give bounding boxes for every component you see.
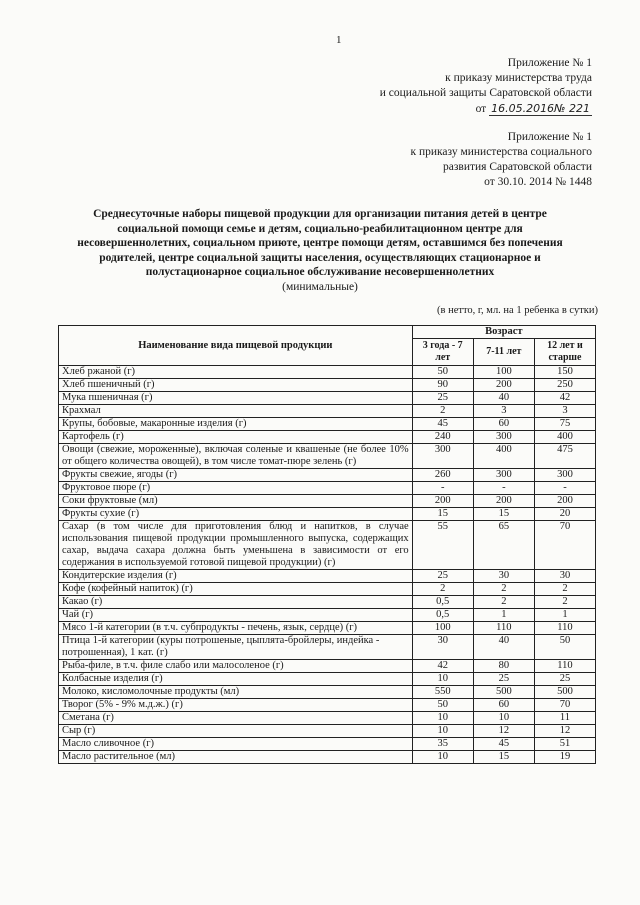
appendix-line: от 30.10. 2014 № 1448 [484,176,592,188]
norm-value: 500 [534,686,595,699]
product-name: Крупы, бобовые, макаронные изделия (г) [59,418,413,431]
product-name: Фруктовое пюре (г) [59,482,413,495]
appendix-header-new [380,56,592,117]
norm-value: 50 [534,635,595,660]
column-header-age-group: 12 лет и старше [534,339,595,366]
norm-value: 0,5 [412,596,473,609]
norm-value: 25 [534,673,595,686]
norm-value: 260 [412,469,473,482]
norm-value: 10 [412,673,473,686]
norm-value: 10 [412,712,473,725]
norm-value: 11 [534,712,595,725]
product-name: Фрукты свежие, ягоды (г) [59,469,413,482]
norm-value: 30 [412,635,473,660]
product-name: Крахмал [59,405,413,418]
product-name: Мука пшеничная (г) [59,392,413,405]
norm-value: 12 [473,725,534,738]
product-name: Колбасные изделия (г) [59,673,413,686]
norm-value: 12 [534,725,595,738]
product-name: Рыба-филе, в т.ч. филе слабо или малосоленое (г) [59,660,413,673]
norm-value: 15 [412,508,473,521]
norm-value: 42 [412,660,473,673]
norm-value: 150 [534,366,595,379]
norm-value: 1 [534,609,595,622]
table-row [59,686,596,699]
appendix-date-line [380,101,592,117]
food-norms-table [58,325,596,764]
norm-value: 200 [473,379,534,392]
norm-value: 100 [473,366,534,379]
table-row [59,635,596,660]
norm-value: 30 [473,570,534,583]
norm-value: 2 [412,405,473,418]
product-name: Чай (г) [59,609,413,622]
norm-value: 45 [412,418,473,431]
norm-value: 0,5 [412,609,473,622]
norm-value: 25 [412,570,473,583]
product-name: Масло сливочное (г) [59,738,413,751]
norm-value: 500 [473,686,534,699]
product-name: Кондитерские изделия (г) [59,570,413,583]
norm-value: 20 [534,508,595,521]
norm-value: 400 [534,431,595,444]
norm-value: 400 [473,444,534,469]
product-name: Птица 1-й категории (куры потрошеные, цыплята-бройлеры, индейка - потрошенная), 1 кат. (г) [59,635,413,660]
product-name: Творог (5% - 9% м.д.ж.) (г) [59,699,413,712]
norm-value: 300 [473,431,534,444]
column-header-age-group: 7-11 лет [473,339,534,366]
table-row [59,392,596,405]
norm-value: 50 [412,366,473,379]
norm-value: 25 [473,673,534,686]
table-row [59,521,596,570]
product-name: Сметана (г) [59,712,413,725]
table-row [59,379,596,392]
norm-value: 45 [473,738,534,751]
norm-value: 3 [534,405,595,418]
norm-value: 55 [412,521,473,570]
column-header-age: Возраст [412,326,595,339]
norm-value: 300 [473,469,534,482]
norm-value: 65 [473,521,534,570]
norm-value: 300 [412,444,473,469]
norm-value: 51 [534,738,595,751]
title-main: Среднесуточные наборы пищевой продукции для организации питания детей в центре социальной помощи семье и детям, социально-реабилитационном центре для несовершеннолетних, социальном приюте, центре помощи детям, оставшимся без попечения родителей, центре социальной защиты населения, осуществляющих стационарное и полустационарное социальное обслуживание несовершеннолетних [77,208,563,278]
product-name: Сыр (г) [59,725,413,738]
table-row [59,431,596,444]
norm-value: 40 [473,392,534,405]
title-sub: (минимальные) [282,280,358,293]
norm-value: 60 [473,418,534,431]
norm-value: 19 [534,751,595,764]
appendix-line: Приложение № 1 [507,57,592,69]
norm-value: 550 [412,686,473,699]
norm-value: 100 [412,622,473,635]
norm-value: 15 [473,508,534,521]
appendix-line: Приложение № 1 [507,131,592,143]
norm-value: 2 [534,583,595,596]
norm-value: 60 [473,699,534,712]
product-name: Молоко, кисломолочные продукты (мл) [59,686,413,699]
norm-value: 475 [534,444,595,469]
product-name: Фрукты сухие (г) [59,508,413,521]
table-row [59,508,596,521]
handwritten-date: 16.05.2016№ 221 [491,102,590,115]
units-note: (в нетто, г, мл. на 1 ребенка в сутки) [437,305,598,316]
norm-value: 70 [534,699,595,712]
norm-value: 300 [534,469,595,482]
norm-value: 50 [412,699,473,712]
table-row [59,673,596,686]
table-row [59,712,596,725]
appendix-line: к приказу министерства социального [410,146,592,158]
product-name: Хлеб пшеничный (г) [59,379,413,392]
product-name: Кофе (кофейный напиток) (г) [59,583,413,596]
norm-value: 110 [534,660,595,673]
page-number: 1 [336,34,342,46]
norm-value: 90 [412,379,473,392]
table-row [59,366,596,379]
table-row [59,469,596,482]
date-prefix: от [475,103,487,115]
appendix-line: к приказу министерства труда [445,72,592,84]
norm-value: 75 [534,418,595,431]
norm-value: 240 [412,431,473,444]
norm-value: 42 [534,392,595,405]
norm-value: 3 [473,405,534,418]
table-row [59,418,596,431]
product-name: Картофель (г) [59,431,413,444]
norm-value: 200 [473,495,534,508]
table-row [59,596,596,609]
table-row [59,495,596,508]
norm-value: 70 [534,521,595,570]
norm-value: 110 [473,622,534,635]
norm-value: 10 [473,712,534,725]
table-row [59,482,596,495]
table-row [59,583,596,596]
product-name: Овощи (свежие, мороженные), включая соленые и квашеные (не более 10% от общего количества овощей), в том числе томат-пюре зелень (г) [59,444,413,469]
norm-value: 110 [534,622,595,635]
product-name: Соки фруктовые (мл) [59,495,413,508]
norm-value: 30 [534,570,595,583]
norm-value: 1 [473,609,534,622]
norm-value: 40 [473,635,534,660]
product-name: Сахар (в том числе для приготовления блюд и напитков, в случае использования пищевой продукции промышленного выпуска, содержащих сахар, выдача сахара должна быть уменьшена в зависимости от его содержания в используемой готовой пищевой продукции) (г) [59,521,413,570]
product-name: Хлеб ржаной (г) [59,366,413,379]
norm-value: 200 [534,495,595,508]
table-row [59,444,596,469]
product-name: Масло растительное (мл) [59,751,413,764]
table-row [59,405,596,418]
table-row [59,609,596,622]
norm-value: 35 [412,738,473,751]
appendix-line: и социальной защиты Саратовской области [379,87,592,99]
column-header-name: Наименование вида пищевой продукции [59,326,413,366]
column-header-age-group: 3 года - 7 лет [412,339,473,366]
norm-value: 10 [412,751,473,764]
norm-value: 15 [473,751,534,764]
product-name: Мясо 1-й категории (в т.ч. субпродукты - печень, язык, сердце) (г) [59,622,413,635]
appendix-header-old [410,130,592,190]
norm-value: 250 [534,379,595,392]
norm-value: 2 [412,583,473,596]
appendix-line: развития Саратовской области [443,161,592,173]
table-row [59,751,596,764]
norm-value: 2 [534,596,595,609]
norm-value: - [534,482,595,495]
table-row [59,738,596,751]
table-row [59,725,596,738]
table-row [59,570,596,583]
norm-value: 2 [473,583,534,596]
table-row [59,622,596,635]
product-name: Какао (г) [59,596,413,609]
table-row [59,660,596,673]
norm-value: 200 [412,495,473,508]
table-body [59,366,596,764]
norm-value: 80 [473,660,534,673]
table-row [59,699,596,712]
norm-value: - [473,482,534,495]
norm-value: 10 [412,725,473,738]
norm-value: 2 [473,596,534,609]
norm-value: 25 [412,392,473,405]
document-title [70,207,570,294]
norm-value: - [412,482,473,495]
